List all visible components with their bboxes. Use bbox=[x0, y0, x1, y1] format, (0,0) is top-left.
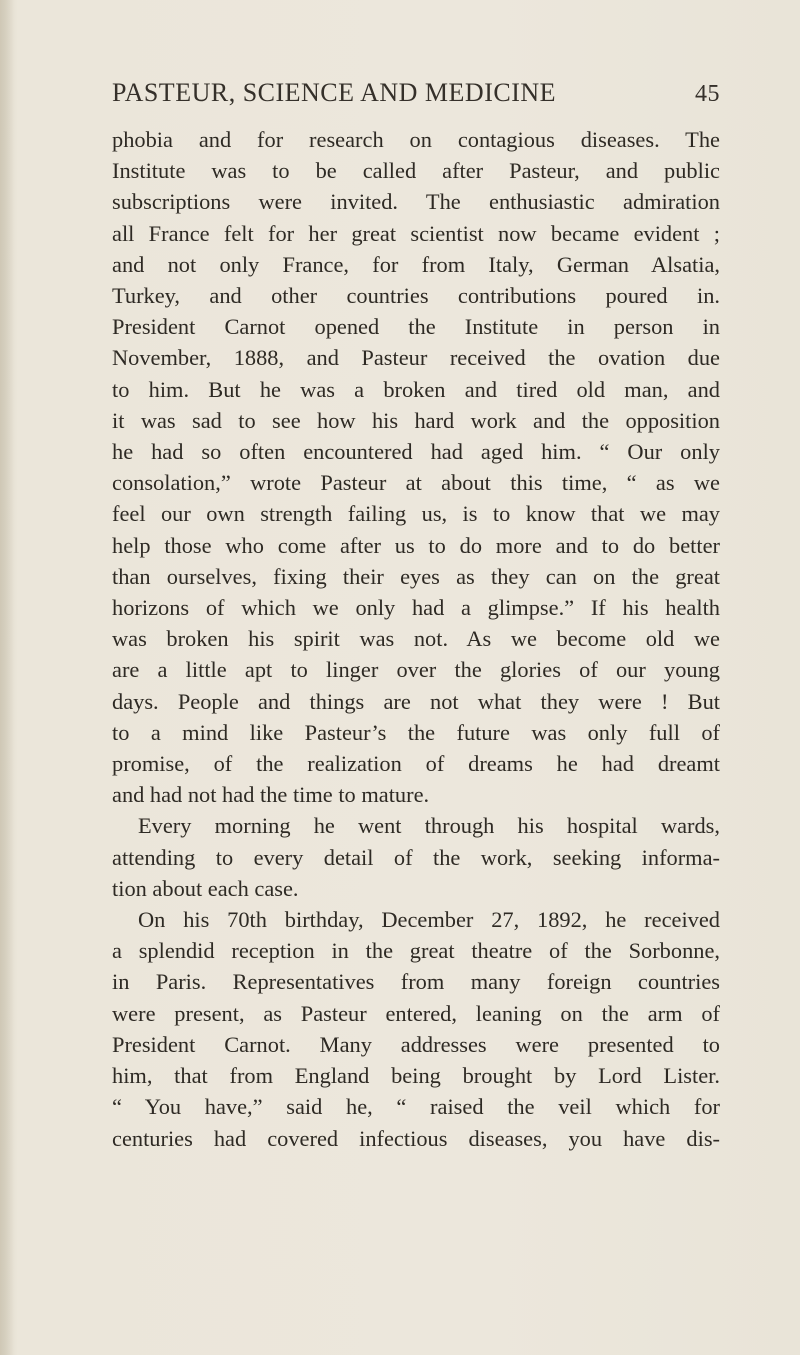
text-line: tion about each case. bbox=[112, 875, 299, 901]
text-line: to a mind like Pasteur’s the future was only full of bbox=[112, 719, 720, 745]
text-line: him, that from England being brought by Lord Lister. bbox=[112, 1063, 720, 1089]
text-line: are a little apt to linger over the glories of our young bbox=[112, 657, 720, 683]
body-text bbox=[112, 124, 720, 1154]
paragraph-2 bbox=[112, 810, 720, 904]
text-line: was broken his spirit was not. As we become old we bbox=[112, 626, 720, 652]
text-line: and not only France, for from Italy, German Alsatia, bbox=[112, 251, 720, 277]
text-line: consolation,” wrote Pasteur at about this time, “ as we bbox=[112, 470, 720, 496]
text-line: centuries had covered infectious diseases, you have dis- bbox=[112, 1125, 720, 1151]
text-line: than ourselves, fixing their eyes as they can on the great bbox=[112, 563, 720, 589]
text-line: promise, of the realization of dreams he had dreamt bbox=[112, 751, 720, 777]
text-line: “ You have,” said he, “ raised the veil which for bbox=[112, 1094, 720, 1120]
page-number: 45 bbox=[695, 81, 720, 107]
gutter-shadow bbox=[0, 0, 14, 1355]
text-line: help those who come after us to do more and to do better bbox=[112, 532, 720, 558]
text-line: he had so often encountered had aged him. “ Our only bbox=[112, 439, 720, 465]
text-line: feel our own strength failing us, is to know that we may bbox=[112, 501, 720, 527]
paragraph-1 bbox=[112, 124, 720, 810]
text-line: phobia and for research on contagious diseases. The bbox=[112, 127, 720, 152]
text-line: Turkey, and other countries contributions poured in. bbox=[112, 283, 720, 309]
text-line: days. People and things are not what they were ! But bbox=[112, 688, 720, 714]
text-line: all France felt for her great scientist now became evident ; bbox=[112, 220, 720, 246]
text-line: November, 1888, and Pasteur received the ovation due bbox=[112, 345, 720, 371]
text-line: and had not had the time to mature. bbox=[112, 782, 430, 808]
text-line: subscriptions were invited. The enthusiastic admiration bbox=[112, 189, 720, 215]
text-line: President Carnot. Many addresses were presented to bbox=[112, 1031, 720, 1057]
running-head-title: PASTEUR, SCIENCE AND MEDICINE bbox=[112, 78, 557, 107]
text-line: in Paris. Representatives from many foreign countries bbox=[112, 969, 720, 995]
paragraph-3 bbox=[112, 904, 720, 1154]
text-line: On his 70th birthday, December 27, 1892, he received bbox=[138, 907, 720, 933]
text-line: to him. But he was a broken and tired old man, and bbox=[112, 376, 720, 402]
text-line: President Carnot opened the Institute in person in bbox=[112, 314, 720, 340]
text-line: Every morning he went through his hospital wards, bbox=[138, 813, 720, 839]
text-line: it was sad to see how his hard work and the opposition bbox=[112, 407, 720, 433]
running-head bbox=[112, 78, 720, 112]
text-line: were present, as Pasteur entered, leaning on the arm of bbox=[112, 1000, 720, 1026]
text-line: horizons of which we only had a glimpse.” If his health bbox=[112, 595, 720, 621]
text-line: Institute was to be called after Pasteur, and public bbox=[112, 158, 720, 184]
text-line: a splendid reception in the great theatre of the Sorbonne, bbox=[112, 938, 720, 964]
text-line: attending to every detail of the work, seeking informa- bbox=[112, 844, 720, 870]
